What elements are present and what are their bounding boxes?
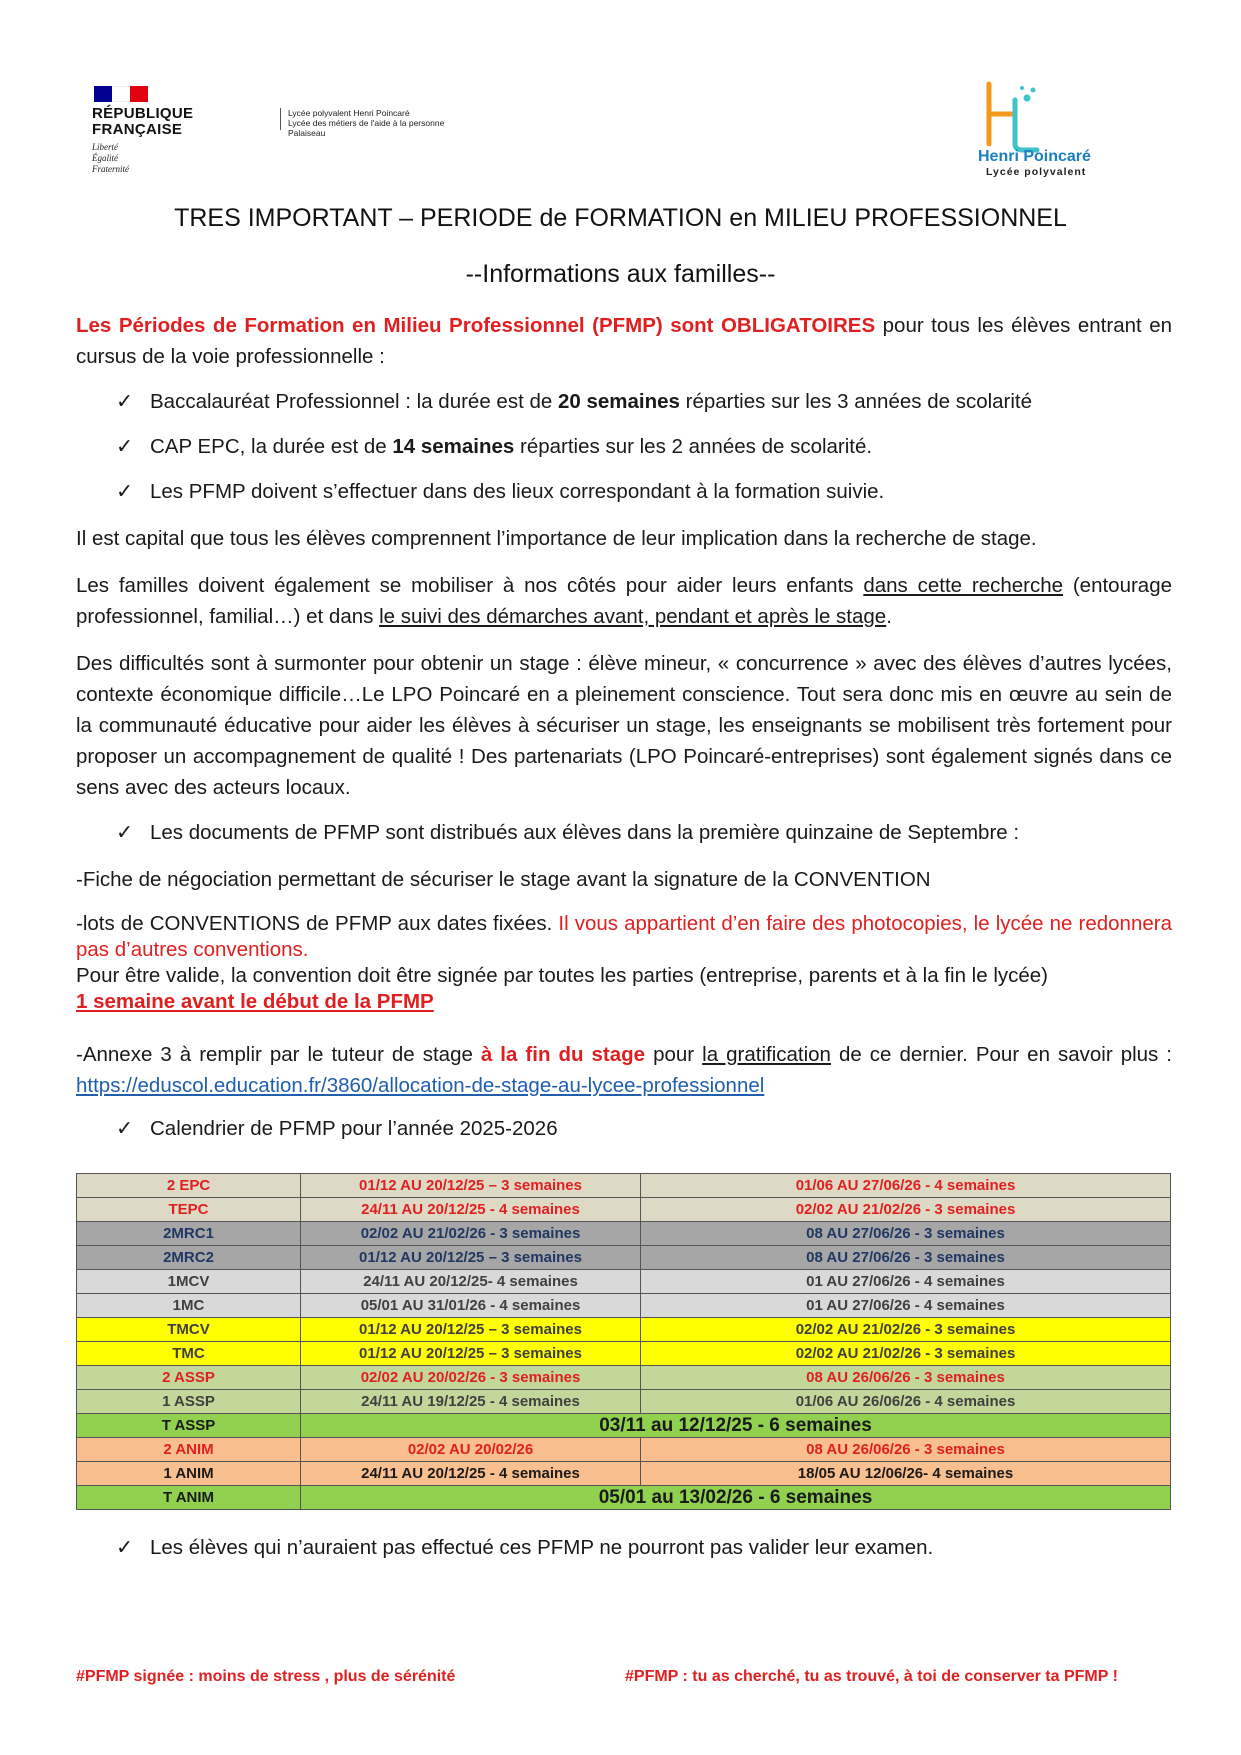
period-1-cell: 01/12 AU 20/12/25 – 3 semaines [301,1174,641,1198]
rf-motto-2: Égalité [92,153,118,163]
period-1-cell: 24/11 AU 20/12/25 - 4 semaines [301,1198,641,1222]
paragraph-conventions: -lots de CONVENTIONS de PFMP aux dates fixées. Il vous appartient d’en faire des photocopies, le lycée ne redonnera pas d’autres conventions. [76,912,1172,961]
period-1-cell: 24/11 AU 20/12/25- 4 semaines [301,1270,641,1294]
calendar-row [77,1438,1171,1462]
bullet-calendrier: ✓ Calendrier de PFMP pour l’année 2025-2026 [116,1113,558,1144]
checkmark-icon: ✓ [116,1117,134,1140]
school-name-block [288,108,444,138]
period-2-cell: 08 AU 26/06/26 - 3 semaines [641,1366,1171,1390]
period-2-cell: 18/05 AU 12/06/26- 4 semaines [641,1462,1171,1486]
period-1-cell: 02/02 AU 21/02/26 - 3 semaines [301,1222,641,1246]
rf-motto-3: Fraternité [92,164,129,174]
header-divider [280,108,281,130]
calendar-row [77,1486,1171,1510]
intro-highlight: Les Périodes de Formation en Milieu Professionnel (PFMP) sont OBLIGATOIRES [76,314,876,337]
class-cell: T ASSP [77,1414,301,1438]
calendar-row [77,1318,1171,1342]
pfmp-calendar-table [76,1173,1171,1510]
period-2-cell: 02/02 AU 21/02/26 - 3 semaines [641,1198,1171,1222]
bullet-documents: ✓ Les documents de PFMP sont distribués aux élèves dans la première quinzaine de Septembre : [116,817,1019,848]
class-cell: TEPC [77,1198,301,1222]
rf-motto-1: Liberté [92,142,118,152]
period-1-cell: 24/11 AU 19/12/25 - 4 semaines [301,1390,641,1414]
calendar-row [77,1198,1171,1222]
school-line-3: Palaiseau [288,128,326,138]
rf-name-2: FRANÇAISE [92,121,183,138]
bullet-bac-pro: ✓ Baccalauréat Professionnel : la durée est de 20 semaines réparties sur les 3 années de scolarité [116,386,1032,417]
period-2-cell: 01 AU 27/06/26 - 4 semaines [641,1270,1171,1294]
class-cell: 1 ANIM [77,1462,301,1486]
paragraph-validite: Pour être valide, la convention doit être signée par toutes les parties (entreprise, parents et à la fin le lycée) 1 semaine avant le début de la PFMP [76,964,1049,1013]
calendar-row [77,1366,1171,1390]
page-title: TRES IMPORTANT – PERIODE de FORMATION en MILIEU PROFESSIONNEL [174,204,1067,232]
calendar-row [77,1294,1171,1318]
bullet-examen: ✓ Les élèves qui n’auraient pas effectué ces PFMP ne pourront pas valider leur examen. [116,1532,933,1563]
period-1-cell: 02/02 AU 20/02/26 - 3 semaines [301,1366,641,1390]
school-line-1: Lycée polyvalent Henri Poincaré [288,108,410,118]
class-cell: TMCV [77,1318,301,1342]
calendar-row [77,1342,1171,1366]
class-cell: 2 ANIM [77,1438,301,1462]
class-cell: TMC [77,1342,301,1366]
intro-paragraph [76,310,1172,372]
class-cell: 2 ASSP [77,1366,301,1390]
period-2-cell: 02/02 AU 21/02/26 - 3 semaines [641,1318,1171,1342]
calendar-row [77,1222,1171,1246]
period-1-cell: 01/12 AU 20/12/25 – 3 semaines [301,1342,641,1366]
checkmark-icon: ✓ [116,821,134,844]
period-2-cell: 01/06 AU 26/06/26 - 4 semaines [641,1390,1171,1414]
period-merged-cell: 03/11 au 12/12/25 - 6 semaines [301,1414,1171,1438]
intro-rest: pour tous les élèves entrant en cursus de la voie professionnelle : [76,314,1172,368]
checkmark-icon: ✓ [116,480,134,503]
class-cell: 2MRC1 [77,1222,301,1246]
class-cell: 2MRC2 [77,1246,301,1270]
footer-right: #PFMP : tu as cherché, tu as trouvé, à toi de conserver ta PFMP ! [625,1668,1118,1685]
paragraph-difficultes: Des difficultés sont à surmonter pour obtenir un stage : élève mineur, « concurrence » avec des élèves d’autres lycées, contexte économique difficile…Le LPO Poincaré en a pleinement conscience. Tout sera donc mis en œuvre au sein de la communauté éducative pour aider les élèves à sécuriser un stage, les enseignants se mobilisent très fortement pour proposer un accompagnement de qualité ! Des partenariats (LPO Poincaré-entreprises) sont également signés dans ce sens avec des acteurs locaux. [76,652,1172,799]
bullet-cap-epc: ✓ CAP EPC, la durée est de 14 semaines réparties sur les 2 années de scolarité. [116,431,872,462]
checkmark-icon: ✓ [116,435,134,458]
period-2-cell: 08 AU 27/06/26 - 3 semaines [641,1246,1171,1270]
calendar-row [77,1462,1171,1486]
eduscol-link[interactable]: https://eduscol.education.fr/3860/allocation-de-stage-au-lycee-professionnel [76,1074,765,1097]
checkmark-icon: ✓ [116,1536,134,1559]
logo-name: Henri Poincaré [978,148,1091,165]
paragraph-familles: Les familles doivent également se mobiliser à nos côtés pour aider leurs enfants dans cette recherche (entourage professionnel, familial…) et dans le suivi des démarches avant, pendant et après le stage. [76,574,1172,628]
calendar-row [77,1246,1171,1270]
period-2-cell: 08 AU 27/06/26 - 3 semaines [641,1222,1171,1246]
class-cell: 1 ASSP [77,1390,301,1414]
period-merged-cell: 05/01 au 13/02/26 - 6 semaines [301,1486,1171,1510]
logo-subtitle: Lycée polyvalent [986,166,1087,178]
period-2-cell: 01/06 AU 27/06/26 - 4 semaines [641,1174,1171,1198]
period-2-cell: 02/02 AU 21/02/26 - 3 semaines [641,1342,1171,1366]
class-cell: 1MCV [77,1270,301,1294]
page-subtitle: --Informations aux familles-- [465,260,776,288]
calendar-row [77,1414,1171,1438]
french-flag-icon [94,86,148,102]
checkmark-icon: ✓ [116,390,134,413]
period-1-cell: 05/01 AU 31/01/26 - 4 semaines [301,1294,641,1318]
period-2-cell: 01 AU 27/06/26 - 4 semaines [641,1294,1171,1318]
class-cell: 2 EPC [77,1174,301,1198]
calendar-row [77,1270,1171,1294]
footer-left: #PFMP signée : moins de stress , plus de sérénité [76,1668,456,1685]
school-line-2: Lycée des métiers de l'aide à la personne [288,118,445,128]
period-2-cell: 08 AU 26/06/26 - 3 semaines [641,1438,1171,1462]
period-1-cell: 24/11 AU 20/12/25 - 4 semaines [301,1462,641,1486]
republique-francaise-logo [92,86,292,172]
period-1-cell: 02/02 AU 20/02/26 [301,1438,641,1462]
paragraph-fiche: -Fiche de négociation permettant de sécuriser le stage avant la signature de la CONVENTION [76,868,931,891]
class-cell: T ANIM [77,1486,301,1510]
calendar-row [77,1174,1171,1198]
period-1-cell: 01/12 AU 20/12/25 – 3 semaines [301,1246,641,1270]
rf-name-1: RÉPUBLIQUE [92,105,194,122]
class-cell: 1MC [77,1294,301,1318]
period-1-cell: 01/12 AU 20/12/25 – 3 semaines [301,1318,641,1342]
bullet-lieux: ✓ Les PFMP doivent s’effectuer dans des lieux correspondant à la formation suivie. [116,476,884,507]
calendar-row [77,1390,1171,1414]
deadline-warning: 1 semaine avant le début de la PFMP [76,990,434,1013]
paragraph-annexe: -Annexe 3 à remplir par le tuteur de stage à la fin du stage pour la gratification de ce dernier. Pour en savoir plus : https://eduscol.education.fr/3860/allocation-de-stage-au-lycee-professionnel [76,1043,1173,1097]
paragraph-capital: Il est capital que tous les élèves comprennent l’importance de leur implication dans la recherche de stage. [76,527,1037,550]
